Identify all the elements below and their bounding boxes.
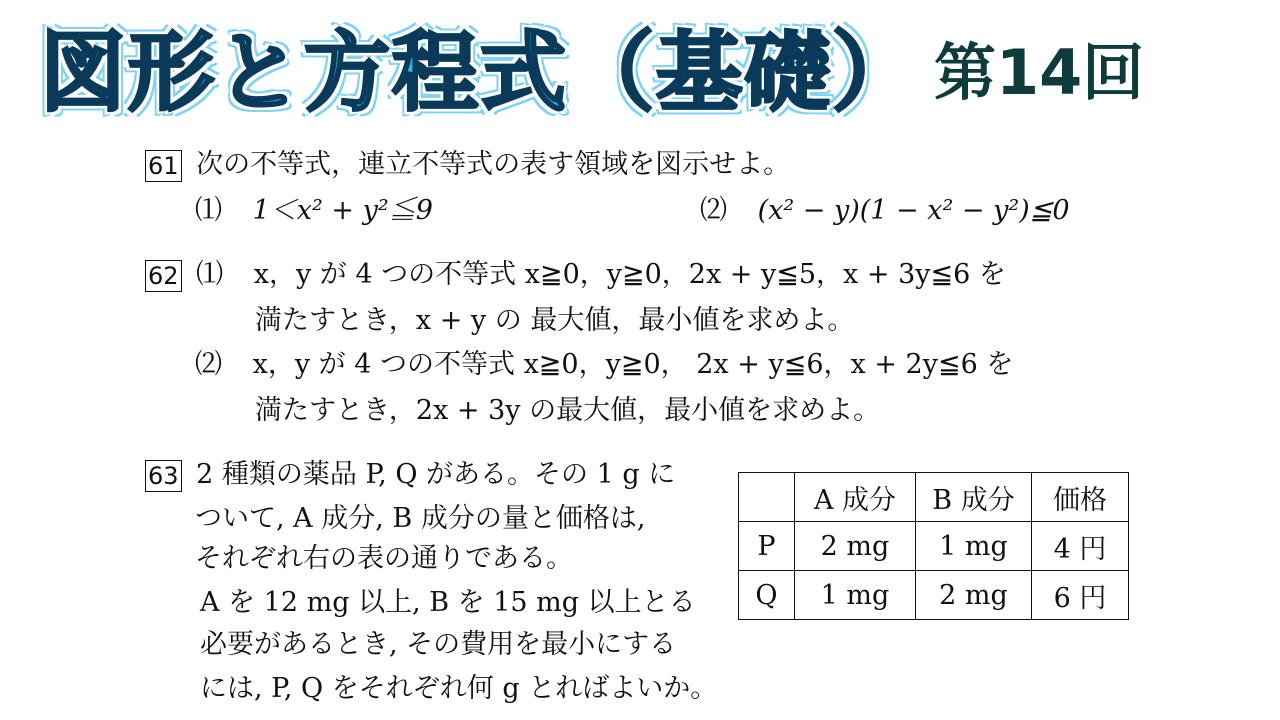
- table-cell: Q: [739, 571, 795, 620]
- table-cell: 6 円: [1032, 571, 1129, 620]
- page-title: 図形と方程式（基礎）: [40, 23, 920, 123]
- problem-text: それぞれ右の表の通りである。: [195, 543, 573, 574]
- question-expression: (x² − y)(1 − x² − y²)≦0: [757, 195, 1070, 226]
- lesson-number: 第14回: [934, 36, 1145, 109]
- table-cell: P: [739, 522, 795, 571]
- table-cell: 2 mg: [916, 571, 1032, 620]
- problem-text: には, P, Q をそれぞれ何 g とればよいか。: [200, 673, 718, 704]
- problem-text: A を 12 mg 以上, B を 15 mg 以上とる: [200, 587, 696, 618]
- table-cell: 2 mg: [795, 522, 916, 571]
- table-header-cell: [739, 473, 795, 522]
- table-header-cell: B 成分: [916, 473, 1032, 522]
- question-text: 満たすとき，2x + 3y の最大値，最小値を求めよ。: [255, 395, 881, 426]
- problem-63-line5: [200, 622, 676, 661]
- problem-number: 62: [145, 260, 182, 292]
- question-label: ⑴: [195, 195, 222, 226]
- problem-number: 61: [145, 150, 182, 182]
- question-label: ⑵: [700, 195, 727, 226]
- question-text: x，y が 4 つの不等式 x≧0，y≧0， 2x + y≦6，x + 2y≦6 を: [252, 349, 1014, 380]
- problem-text: 2 種類の薬品 P, Q がある。その 1 g に: [196, 459, 676, 490]
- question-label: ⑵: [195, 349, 222, 380]
- problem-63-line3: [195, 536, 573, 575]
- problem-number: 63: [145, 460, 182, 492]
- problem-61-q2: [700, 188, 1070, 227]
- problem-61-q1: [195, 188, 433, 227]
- header: [40, 18, 1144, 128]
- problem-62-q1-line1: [145, 252, 1006, 292]
- table-header-cell: 価格: [1032, 473, 1129, 522]
- problem-62-q2-line1: [195, 342, 1013, 381]
- problem-63-line2: [195, 496, 645, 535]
- table-cell: 1 mg: [916, 522, 1032, 571]
- problem-63-line4: [200, 580, 696, 619]
- problem-63-line1: [145, 452, 675, 492]
- question-label: ⑴: [196, 259, 224, 290]
- table-cell: 4 円: [1032, 522, 1129, 571]
- ingredient-table: [738, 472, 1129, 620]
- table-header-row: [739, 473, 1129, 522]
- question-text: x，y が 4 つの不等式 x≧0，y≧0，2x + y≦5，x + 3y≦6 を: [253, 259, 1006, 290]
- question-text: 満たすとき，x + y の 最大値，最小値を求めよ。: [255, 305, 855, 336]
- problem-63-line6: [200, 666, 717, 705]
- problem-text: 必要があるとき, その費用を最小にする: [200, 629, 677, 660]
- problem-62-q2-line2: [255, 388, 880, 427]
- problem-instruction: 次の不等式，連立不等式の表す領域を図示せよ。: [196, 149, 791, 180]
- problem-text: ついて, A 成分, B 成分の量と価格は,: [195, 503, 646, 534]
- question-expression: 1＜x² + y²≦9: [252, 195, 433, 226]
- table-cell: 1 mg: [795, 571, 916, 620]
- table-row: [739, 571, 1129, 620]
- table-row: [739, 522, 1129, 571]
- table-header-cell: A 成分: [795, 473, 916, 522]
- problem-61-header: [145, 142, 790, 182]
- problem-62-q1-line2: [255, 298, 854, 337]
